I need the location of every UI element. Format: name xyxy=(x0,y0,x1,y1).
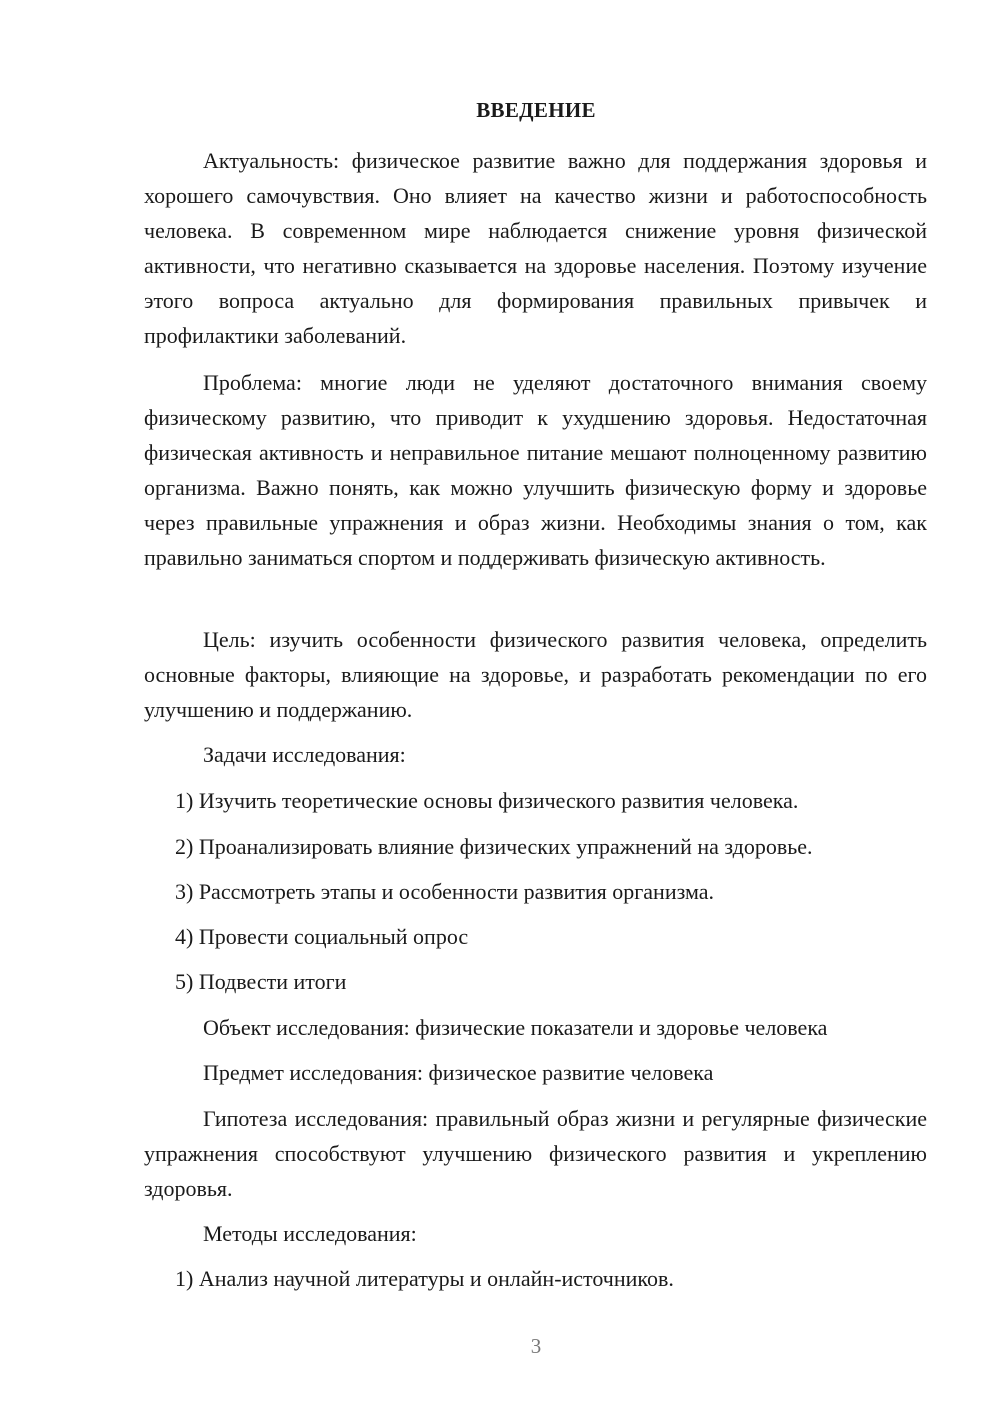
page-title: ВВЕДЕНИЕ xyxy=(476,98,596,122)
tasks-heading: Задачи исследования: xyxy=(203,742,406,767)
research-subject: Предмет исследования: физическое развитие человека xyxy=(203,1060,714,1085)
page-number: 3 xyxy=(530,1334,542,1358)
relevance-paragraph: Актуальность: физическое развитие важно для поддержания здоровья и хорошего самочувствия. Оно влияет на качество жизни и работоспособность человека. В современном мире наблюдается снижение уровня физической активности, что негативно сказывается на здоровье населения. Поэтому изучение этого вопроса актуально для формирования правильных привычек и профилактики заболеваний. xyxy=(144,148,927,348)
task-item-3: 3) Рассмотреть этапы и особенности развития организма. xyxy=(175,879,715,904)
task-item-5: 5) Подвести итоги xyxy=(175,969,347,994)
goal-paragraph: Цель: изучить особенности физического развития человека, определить основные факторы, влияющие на здоровье, и разработать рекомендации по его улучшению и поддержанию. xyxy=(144,627,927,722)
method-item-1: 1) Анализ научной литературы и онлайн-источников. xyxy=(175,1266,674,1291)
methods-heading: Методы исследования: xyxy=(203,1221,417,1246)
research-object: Объект исследования: физические показатели и здоровье человека xyxy=(203,1015,828,1040)
hypothesis-paragraph: Гипотеза исследования: правильный образ жизни и регулярные физические упражнения способствуют улучшению физического развития и укреплению здоровья. xyxy=(144,1106,927,1201)
problem-paragraph: Проблема: многие люди не уделяют достаточного внимания своему физическому развитию, что приводит к ухудшению здоровья. Недостаточная физическая активность и неправильное питание мешают полноценному развитию организма. Важно понять, как можно улучшить физическую форму и здоровье через правильные упражнения и образ жизни. Необходимы знания о том, как правильно заниматься спортом и поддерживать физическую активность. xyxy=(144,370,927,570)
task-item-4: 4) Провести социальный опрос xyxy=(175,924,469,949)
task-item-2: 2) Проанализировать влияние физических упражнений на здоровье. xyxy=(175,834,813,859)
task-item-1: 1) Изучить теоретические основы физического развития человека. xyxy=(175,788,799,813)
